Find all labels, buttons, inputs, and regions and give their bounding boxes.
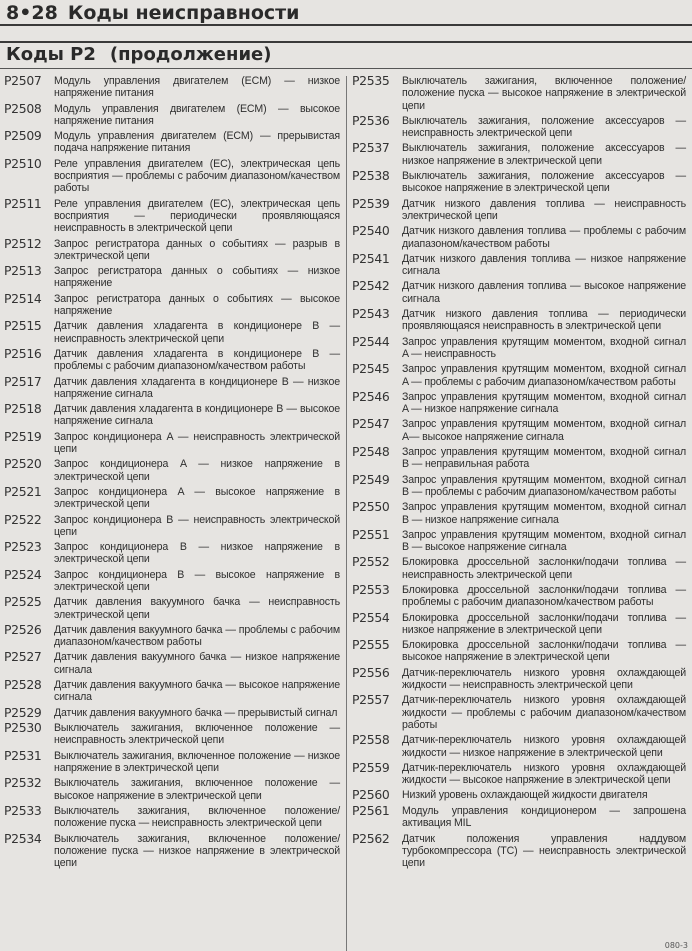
fault-description: Датчик низкого давления топлива — низкое напряжение сигнала: [402, 252, 686, 278]
fault-description: Запрос управления крутящим моментом, входной сигнал B — высокое напряжение сигнала: [402, 528, 686, 554]
code-entry: [352, 446, 686, 471]
code-entry: [352, 581, 686, 609]
code-entry: [352, 170, 686, 195]
code-entry: [4, 458, 340, 483]
fault-description: Датчик давления вакуумного бачка — прерывистый сигнал: [54, 706, 338, 719]
fault-description: Запрос регистратора данных о событиях — низкое напряжение: [54, 265, 340, 290]
fault-description: Датчик давления хладагента в кондиционере B — неисправность электрической цепи: [54, 320, 340, 345]
fault-code: P2512: [4, 235, 42, 251]
fault-description: Датчик-переключатель низкого уровня охлаждающей жидкости — высокое напряжение в электрической цепи: [402, 761, 686, 787]
fault-code: P2535: [352, 73, 390, 88]
fault-code: P2526: [4, 621, 42, 637]
fault-code: P2527: [4, 649, 42, 665]
fault-code: P2507: [4, 73, 42, 88]
fault-description: Датчик давления вакуумного бачка — проблемы с рабочим диапазоном/качеством работы: [54, 623, 340, 649]
left-column: [4, 75, 340, 872]
fault-description: Запрос управления крутящим моментом, входной сигнал A — проблемы с рабочим диапазоном/качеством работы: [402, 363, 686, 388]
fault-description: Выключатель зажигания, положение аксессуаров — высокое напряжение в электрической цепи: [402, 170, 686, 195]
fault-code: P2548: [352, 444, 390, 460]
chapter-title: Коды неисправности: [67, 2, 300, 24]
fault-code: P2534: [4, 830, 42, 846]
fault-code: P2528: [4, 677, 42, 693]
fault-code: P2509: [4, 128, 42, 144]
fault-description: Датчик давления вакуумного бачка — неисправность электрической цепи: [54, 596, 340, 621]
fault-description: Блокировка дроссельной заслонки/подачи топлива — высокое напряжение в электрической цепи: [402, 639, 686, 664]
fault-code: P2515: [4, 318, 42, 334]
fault-description: Датчик низкого давления топлива — высокое напряжение сигнала: [402, 280, 686, 305]
code-entry: [4, 75, 340, 100]
code-entry: [4, 130, 340, 155]
fault-description: Выключатель зажигания, включенное положение — низкое напряжение в электрической цепи: [54, 749, 340, 775]
section-title: Коды P2: [6, 44, 96, 65]
fault-description: Запрос регистратора данных о событиях — высокое напряжение: [54, 292, 340, 318]
code-entry: [4, 621, 340, 649]
fault-code: P2558: [352, 732, 390, 748]
fault-description: Модуль управления двигателем (ECM) — прерывистая подача напряжение питания: [54, 130, 340, 155]
fault-description: Запрос кондиционера B — высокое напряжение в электрической цепи: [54, 568, 340, 593]
fault-code: P2547: [352, 416, 390, 432]
fault-code: P2520: [4, 456, 42, 472]
code-entry: [4, 403, 340, 428]
column-divider: [346, 76, 347, 951]
code-entry: [352, 609, 686, 637]
fault-code: P2552: [352, 554, 390, 570]
fault-code: P2549: [352, 471, 390, 487]
code-entry: [4, 155, 340, 195]
fault-code: P2513: [4, 263, 42, 279]
fault-code: P2532: [4, 775, 42, 791]
fault-description: Выключатель зажигания, включенное положение — высокое напряжение в электрической цепи: [54, 777, 340, 802]
code-entry: [4, 679, 340, 704]
fault-code: P2561: [352, 802, 390, 818]
code-entry: [352, 526, 686, 554]
code-entry: [4, 802, 340, 830]
code-entry: [4, 541, 340, 566]
fault-code: P2523: [4, 539, 42, 555]
code-entry: [4, 511, 340, 539]
fault-code: P2536: [352, 112, 390, 128]
fault-description: Датчик-переключатель низкого уровня охлаждающей жидкости — низкое напряжение в электрической цепи: [402, 734, 686, 759]
right-column: [352, 75, 686, 872]
fault-code: P2518: [4, 401, 42, 417]
code-entry: [4, 345, 340, 373]
fault-description: Модуль управления двигателем (ECM) — высокое напряжение питания: [54, 102, 340, 127]
code-entry: [352, 363, 686, 388]
fault-description: Модуль управления кондиционером — запрошена активация MIL: [402, 804, 686, 830]
fault-description: Датчик давления хладагента в кондиционере B — высокое напряжение сигнала: [54, 403, 340, 428]
fault-code: P2546: [352, 388, 390, 404]
code-entry: [4, 320, 340, 345]
code-entry: [352, 471, 686, 499]
page-footer-mark: 080-3: [664, 941, 688, 950]
code-entry: [352, 308, 686, 333]
fault-description: Датчик-переключатель низкого уровня охлаждающей жидкости — неисправность электрической цепи: [402, 666, 686, 692]
code-entry: [4, 265, 340, 290]
code-entry: [352, 734, 686, 759]
code-entry: [352, 142, 686, 167]
code-entry: [4, 483, 340, 511]
fault-code: P2554: [352, 609, 390, 625]
fault-code: P2556: [352, 664, 390, 680]
code-entry: [4, 596, 340, 621]
fault-description: Выключатель зажигания, включенное положение/положение пуска — неисправность электрической цепи: [54, 804, 340, 830]
fault-description: Выключатель зажигания, включенное положение/положение пуска — высокое напряжение в электрической цепи: [402, 75, 686, 112]
code-entry: [4, 428, 340, 456]
code-entry: [352, 112, 686, 140]
fault-code: P2539: [352, 195, 390, 211]
fault-description: Запрос управления крутящим моментом, входной сигнал A— высокое напряжение сигнала: [402, 418, 686, 443]
code-entry: [4, 747, 340, 775]
fault-code: P2516: [4, 345, 42, 361]
fault-description: Блокировка дроссельной заслонки/подачи топлива — проблемы с рабочим диапазоном/качеством работы: [402, 583, 686, 609]
fault-code: P2524: [4, 566, 42, 582]
code-entry: [4, 830, 340, 870]
fault-description: Низкий уровень охлаждающей жидкости двигателя: [402, 789, 648, 802]
fault-description: Блокировка дроссельной заслонки/подачи топлива — неисправность электрической цепи: [402, 556, 686, 581]
code-entry: [352, 789, 686, 802]
code-entry: [4, 566, 340, 594]
fault-code: P2522: [4, 511, 42, 527]
fault-description: Запрос кондиционера A — низкое напряжение в электрической цепи: [54, 458, 340, 483]
fault-description: Выключатель зажигания, положение аксессуаров — неисправность электрической цепи: [402, 114, 686, 140]
fault-code: P2525: [4, 594, 42, 610]
fault-code: P2555: [352, 637, 390, 653]
fault-description: Датчик-переключатель низкого уровня охлаждающей жидкости — проблемы с рабочим диапазоном/качеством работы: [402, 694, 686, 731]
code-entry: [352, 664, 686, 692]
fault-code: P2557: [352, 692, 390, 708]
fault-description: Датчик низкого давления топлива — проблемы с рабочим диапазоном/качеством работы: [402, 225, 686, 250]
fault-code: P2542: [352, 278, 390, 294]
fault-description: Датчик давления хладагента в кондиционере B — проблемы с рабочим диапазоном/качеством работы: [54, 347, 340, 373]
page-header: [6, 2, 299, 24]
code-entry: [352, 250, 686, 278]
fault-code: P2530: [4, 720, 42, 736]
fault-code: P2540: [352, 223, 390, 239]
fault-description: Датчик низкого давления топлива — периодически проявляющаяся неисправность в электрической цепи: [402, 308, 686, 333]
fault-code: P2560: [352, 787, 390, 803]
fault-code: P2533: [4, 802, 42, 818]
code-entry: [352, 225, 686, 250]
fault-code: P2551: [352, 526, 390, 542]
code-entry: [352, 418, 686, 443]
fault-code: P2543: [352, 306, 390, 322]
fault-description: Датчик давления хладагента в кондиционере B — низкое напряжение сигнала: [54, 375, 340, 400]
code-entry: [352, 802, 686, 830]
fault-code: P2519: [4, 428, 42, 444]
code-entry: [352, 388, 686, 416]
code-entry: [352, 75, 686, 112]
code-entry: [352, 830, 686, 870]
fault-code: P2537: [352, 140, 390, 156]
fault-code: P2510: [4, 155, 42, 171]
fault-code: P2508: [4, 100, 42, 116]
page-number: 8•28: [6, 2, 58, 24]
code-entry: [4, 235, 340, 263]
fault-code: P2550: [352, 499, 390, 515]
fault-description: Реле управления двигателем (EC), электрическая цепь восприятия — периодически проявляющаяся неисправность в электрической цепи: [54, 197, 340, 235]
fault-description: Запрос управления крутящим моментом, входной сигнал B — неправильная работа: [402, 446, 686, 471]
code-entry: [352, 694, 686, 731]
fault-description: Запрос кондиционера A — высокое напряжение в электрической цепи: [54, 485, 340, 511]
fault-description: Модуль управления двигателем (ECM) — низкое напряжение питания: [54, 75, 340, 100]
fault-code: P2514: [4, 290, 42, 306]
fault-description: Запрос управления крутящим моментом, входной сигнал B — низкое напряжение сигнала: [402, 501, 686, 526]
fault-code: P2541: [352, 250, 390, 266]
code-entry: [4, 777, 340, 802]
fault-code: P2553: [352, 581, 390, 597]
fault-description: Датчик давления вакуумного бачка — низкое напряжение сигнала: [54, 651, 340, 676]
fault-code: P2531: [4, 747, 42, 763]
code-entry: [4, 100, 340, 128]
fault-description: Запрос кондиционера B — неисправность электрической цепи: [54, 513, 340, 538]
code-entry: [352, 759, 686, 787]
fault-code: P2545: [352, 361, 390, 377]
fault-code: P2517: [4, 373, 42, 389]
code-entry: [4, 704, 340, 720]
fault-description: Запрос управления крутящим моментом, входной сигнал B — проблемы с рабочим диапазоном/качеством работы: [402, 473, 686, 498]
fault-description: Датчик давления вакуумного бачка — высокое напряжение сигнала: [54, 679, 340, 704]
fault-description: Датчик положения управления наддувом турбокомпрессора (TC) — неисправность электрической цепи: [402, 832, 686, 870]
fault-code: P2559: [352, 759, 390, 775]
code-entry: [352, 501, 686, 526]
code-entry: [352, 280, 686, 305]
fault-code: P2529: [4, 704, 42, 720]
code-entry: [4, 373, 340, 401]
code-entry: [4, 651, 340, 676]
fault-description: Выключатель зажигания, включенное положение — неисправность электрической цепи: [54, 722, 340, 747]
fault-code: P2521: [4, 483, 42, 499]
code-entry: [4, 290, 340, 318]
fault-description: Выключатель зажигания, положение аксессуаров — низкое напряжение в электрической цепи: [402, 142, 686, 167]
section-subtitle: (продолжение): [109, 44, 272, 65]
code-entry: [4, 195, 340, 235]
code-entry: [4, 722, 340, 747]
fault-description: Запрос управления крутящим моментом, входной сигнал A — неисправность: [402, 335, 686, 360]
fault-code: P2562: [352, 830, 390, 846]
section-heading: [6, 44, 272, 65]
code-entry: [352, 639, 686, 664]
fault-description: Датчик низкого давления топлива — неисправность электрической цепи: [402, 197, 686, 222]
code-entry: [352, 333, 686, 361]
fault-code: P2538: [352, 168, 390, 184]
fault-description: Блокировка дроссельной заслонки/подачи топлива — низкое напряжение в электрической цепи: [402, 611, 686, 636]
fault-code: P2544: [352, 333, 390, 349]
fault-description: Реле управления двигателем (EC), электрическая цепь восприятия — проблемы с рабочим диапазоном/качеством работы: [54, 157, 340, 195]
section-underline: [0, 68, 692, 69]
header-rule: [0, 24, 692, 26]
fault-description: Запрос управления крутящим моментом, входной сигнал A — низкое напряжение сигнала: [402, 390, 686, 416]
code-entry: [352, 556, 686, 581]
fault-description: Выключатель зажигания, включенное положение/положение пуска — низкое напряжение в электрической цепи: [54, 832, 340, 870]
section-rule: [0, 41, 692, 43]
fault-code: P2511: [4, 195, 42, 211]
code-entry: [352, 195, 686, 223]
fault-description: Запрос кондиционера A — неисправность электрической цепи: [54, 430, 340, 456]
fault-description: Запрос регистратора данных о событиях — разрыв в электрической цепи: [54, 237, 340, 262]
fault-description: Запрос кондиционера B — низкое напряжение в электрической цепи: [54, 541, 340, 566]
